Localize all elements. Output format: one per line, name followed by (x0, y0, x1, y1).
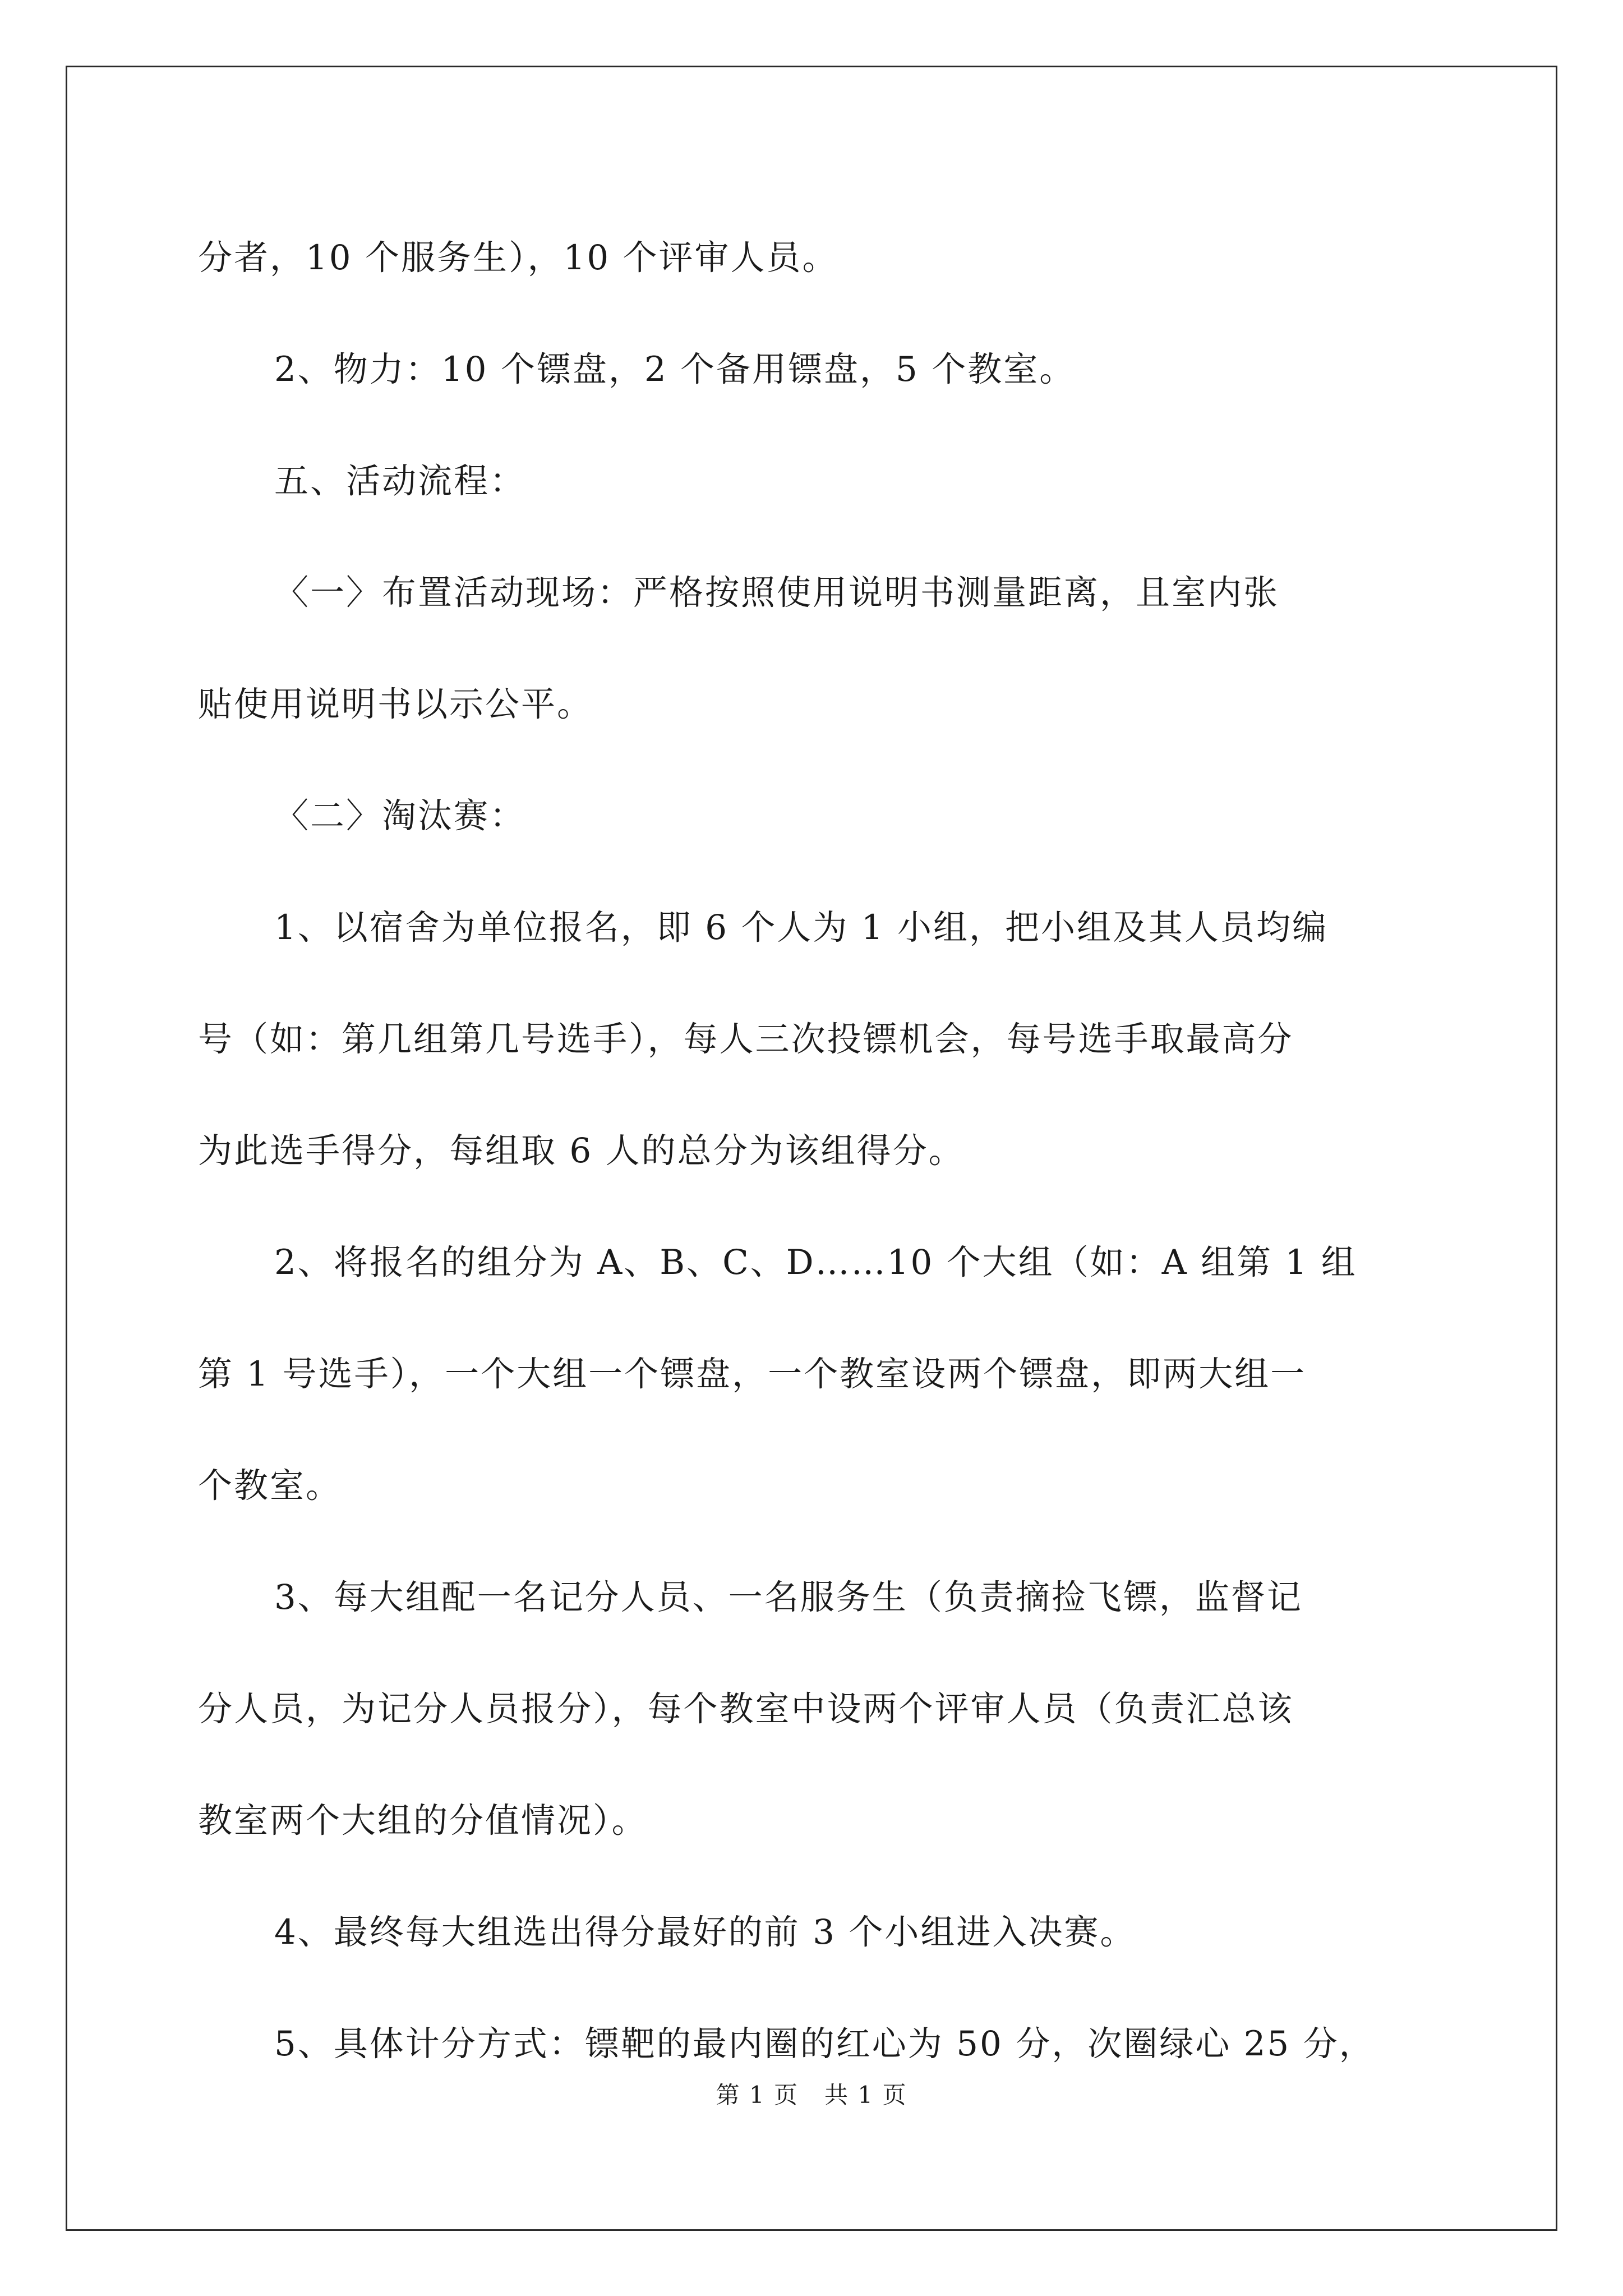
text-line: 为此选手得分，每组取 6 人的总分为该组得分。 (198, 1131, 965, 1171)
text-line: 第 1 号选手），一个大组一个镖盘，一个教室设两个镖盘，即两大组一 (198, 1354, 1307, 1394)
text-line: 教室两个大组的分值情况）。 (198, 1801, 648, 1841)
text-line: 2、物力：10 个镖盘，2 个备用镖盘，5 个教室。 (274, 349, 1076, 389)
text-line: 1、以宿舍为单位报名，即 6 个人为 1 小组，把小组及其人员均编 (274, 908, 1328, 947)
subsection-heading: 〈二〉淘汰赛： (274, 796, 526, 836)
text-line: 分人员，为记分人员报分），每个教室中设两个评审人员（负责汇总该 (198, 1689, 1294, 1729)
text-line: 〈一〉布置活动现场：严格按照使用说明书测量距离，且室内张 (274, 573, 1280, 613)
page-footer: 第 1 页 共 1 页 (716, 2081, 907, 2109)
text-line: 2、将报名的组分为 A、B、C、D……10 个大组（如：A 组第 1 组 (274, 1243, 1357, 1282)
text-line: 贴使用说明书以示公平。 (198, 684, 593, 724)
text-line: 分者，10 个服务生），10 个评审人员。 (198, 238, 838, 278)
text-line: 号（如：第几组第几号选手），每人三次投镖机会，每号选手取最高分 (198, 1019, 1294, 1059)
document-body (198, 202, 1432, 2100)
text-line: 3、每大组配一名记分人员、一名服务生（负责摘捡飞镖，监督记 (274, 1577, 1303, 1617)
text-line: 个教室。 (198, 1466, 342, 1506)
text-line: 5、具体计分方式：镖靶的最内圈的红心为 50 分，次圈绿心 25 分， (274, 2024, 1375, 2064)
text-line: 4、最终每大组选出得分最好的前 3 个小组进入决赛。 (274, 1912, 1136, 1952)
section-heading: 五、活动流程： (274, 461, 526, 501)
